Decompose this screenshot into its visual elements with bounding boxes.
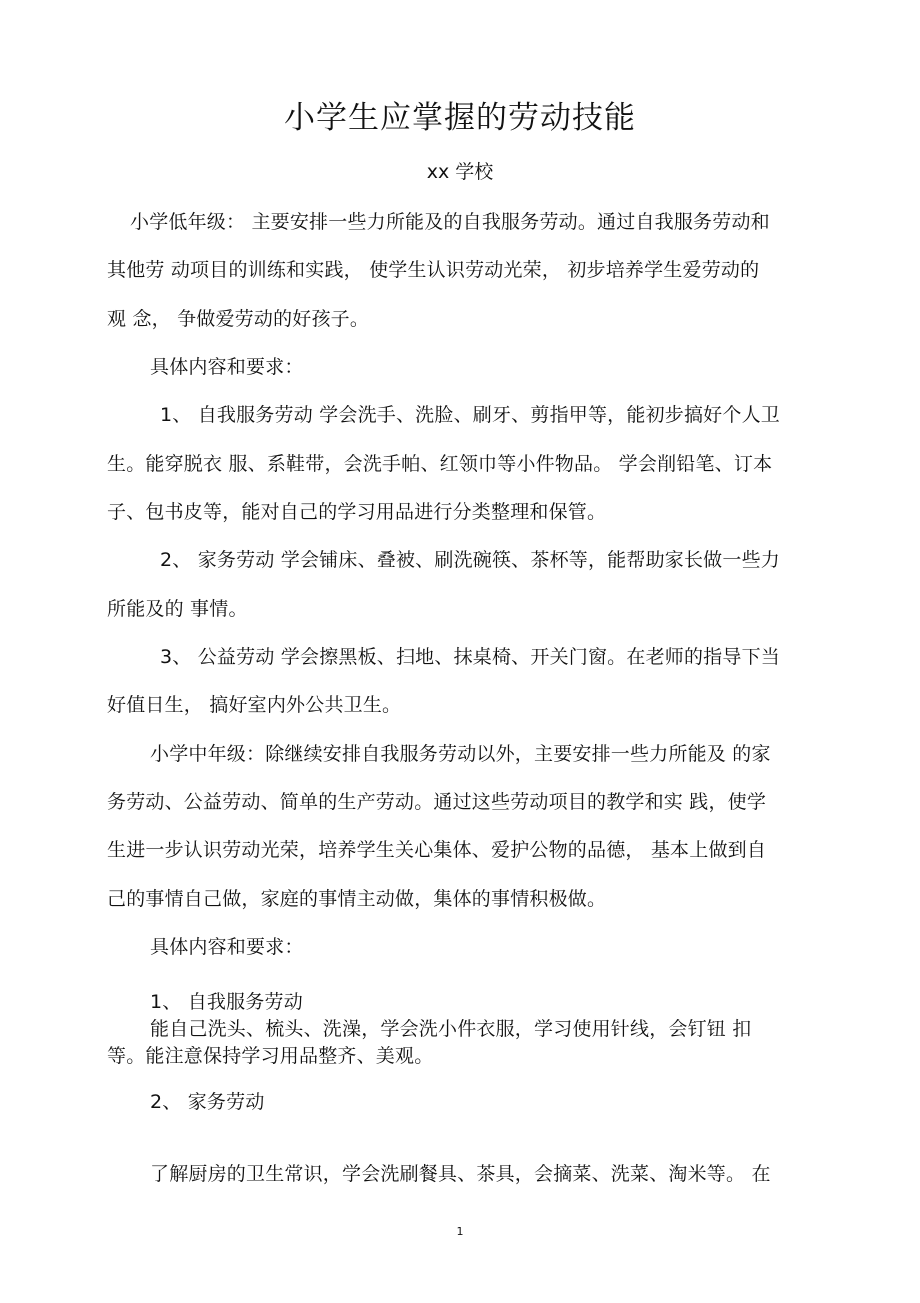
paragraph-line: 所能及的 事情。: [107, 598, 248, 620]
paragraph-line: 子、包书皮等，能对自己的学习用品进行分类整理和保管。: [107, 501, 607, 523]
section-heading: 具体内容和要求：: [150, 936, 304, 958]
page-number: 1: [456, 1225, 464, 1238]
paragraph-line: 小学中年级：除继续安排自我服务劳动以外，主要安排一些力所能及 的家: [150, 743, 771, 765]
list-item-heading: 1、 自我服务劳动: [150, 991, 303, 1013]
paragraph-line: 小学低年级： 主要安排一些力所能及的自我服务劳动。通过自我服务劳动和: [130, 211, 770, 233]
document-subtitle: xx 学校: [426, 161, 494, 183]
paragraph-line: 2、 家务劳动 学会铺床、叠被、刷洗碗筷、茶杯等，能帮助家长做一些力: [160, 549, 780, 571]
paragraph-line: 己的事情自己做，家庭的事情主动做，集体的事情积极做。: [107, 888, 607, 910]
paragraph-line: 务劳动、公益劳动、简单的生产劳动。通过这些劳动项目的教学和实 践，使学: [107, 791, 767, 813]
section-heading: 具体内容和要求：: [150, 356, 304, 378]
paragraph-line: 了解厨房的卫生常识，学会洗刷餐具、茶具，会摘菜、洗菜、淘米等。 在: [150, 1163, 771, 1185]
paragraph-line: 等。能注意保持学习用品整齐、美观。: [107, 1045, 434, 1067]
list-item-heading: 2、 家务劳动: [150, 1091, 265, 1113]
paragraph-line: 生。能穿脱衣 服、系鞋带，会洗手帕、红领巾等小件物品。 学会削铅笔、订本: [107, 453, 773, 475]
document-title: 小学生应掌握的劳动技能: [284, 100, 636, 136]
paragraph-line: 好值日生， 搞好室内外公共卫生。: [107, 694, 402, 716]
paragraph-line: 3、 公益劳动 学会擦黑板、扫地、抹桌椅、开关门窗。在老师的指导下当: [160, 646, 780, 668]
paragraph-line: 生进一步认识劳动光荣，培养学生关心集体、爱护公物的品德， 基本上做到自: [107, 839, 767, 861]
paragraph-line: 1、 自我服务劳动 学会洗手、洗脸、刷牙、剪指甲等，能初步搞好个人卫: [160, 404, 780, 426]
paragraph-line: 能自己洗头、梳头、洗澡，学会洗小件衣服，学习使用针线，会钉钮 扣: [150, 1018, 752, 1040]
paragraph-line: 其他劳 动项目的训练和实践， 使学生认识劳动光荣， 初步培养学生爱劳动的: [107, 259, 760, 281]
paragraph-line: 观 念， 争做爱劳动的好孩子。: [107, 308, 370, 330]
